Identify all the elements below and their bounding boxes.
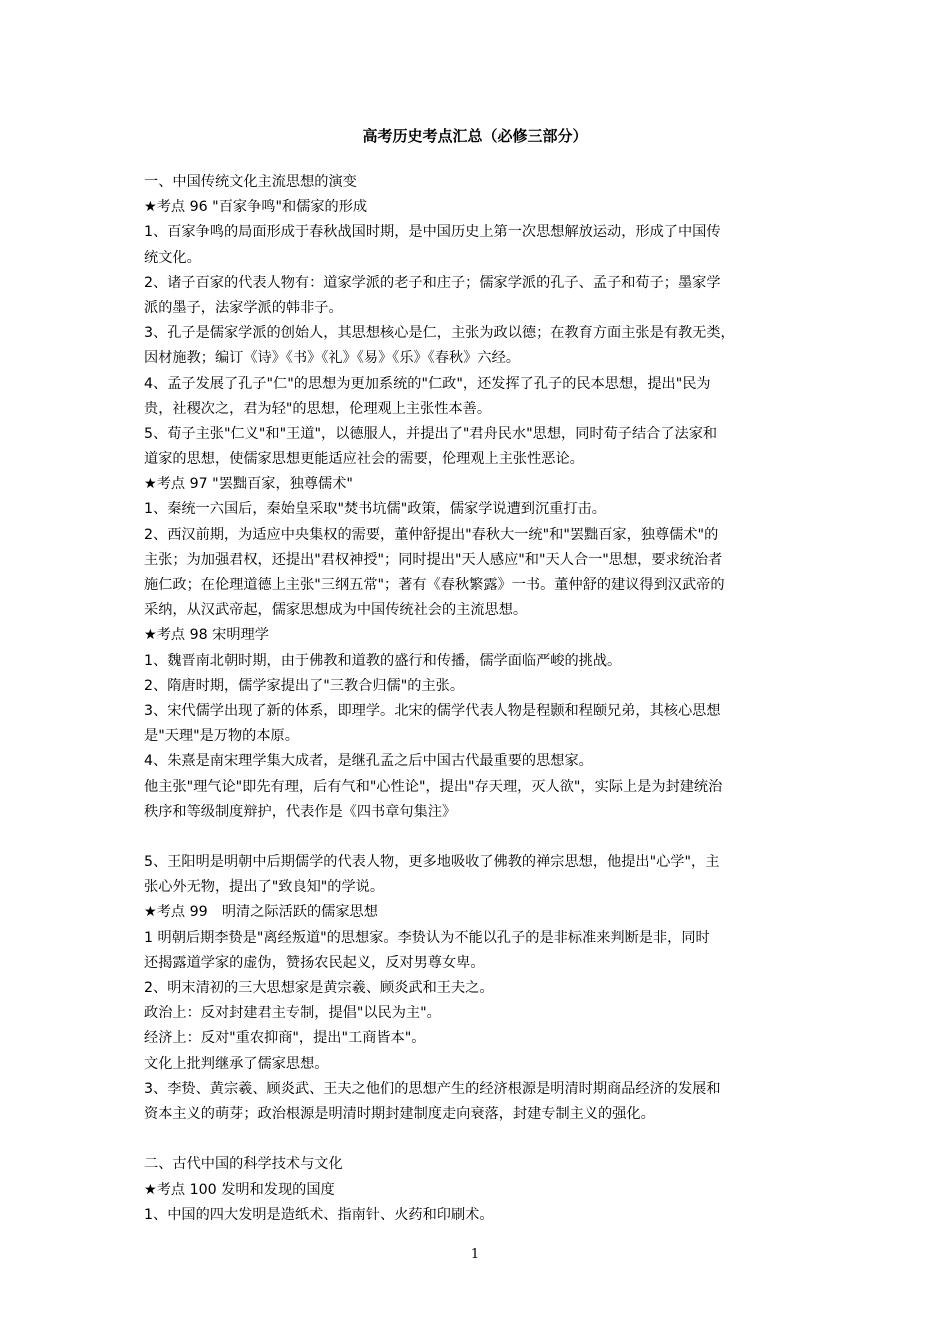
blank-line [144, 1127, 816, 1152]
text-line: 资本主义的萌芽；政治根源是明清时期封建制度走向衰落，封建专制主义的强化。 [144, 1105, 655, 1122]
text-line: 一、中国传统文化主流思想的演变 [144, 174, 357, 190]
text-line: 2、明末清初的三大思想家是黄宗羲、顾炎武和王夫之。 [144, 980, 494, 996]
document-body [144, 170, 816, 1228]
text-line: ★考点 100 发明和发现的国度 [144, 1181, 335, 1198]
text-line: 1、中国的四大发明是造纸术、指南针、火药和印刷术。 [144, 1206, 494, 1223]
text-line: 主张；为加强君权，还提出"君权神授"；同时提出"天人感应"和"天人合一"思想，要求统治者 [144, 551, 723, 568]
text-line: 因材施教；编订《诗》《书》《礼》《易》《乐》《春秋》六经。 [144, 350, 520, 367]
text-line: ★考点 98 宋明理学 [144, 627, 269, 644]
text-line: 1 明朝后期李贽是"离经叛道"的思想家。李贽认为不能以孔子的是非标准来判断是非，同时 [144, 929, 710, 946]
text-line: 道家的思想，使儒家思想更能适应社会的需要，伦理观上主张性恶论。 [144, 451, 584, 468]
text-line: 1、秦统一六国后，秦始皇采取"焚书坑儒"政策，儒家学说遭到沉重打击。 [144, 501, 606, 518]
text-line: 他主张"理气论"即先有理，后有气和"心性论"，提出"存天理，灭人欲"，实际上是为封建统治 [144, 778, 723, 795]
text-line: 3、宋代儒学出现了新的体系，即理学。北宋的儒学代表人物是程颢和程颐兄弟，其核心思想 [144, 702, 721, 719]
text-line: 1、魏晋南北朝时期，由于佛教和道教的盛行和传播，儒学面临严峻的挑战。 [144, 652, 622, 669]
text-line: ★考点 99 明清之际活跃的儒家思想 [144, 904, 378, 921]
text-line: 经济上：反对"重农抑商"，提出"工商皆本"。 [144, 1030, 426, 1047]
text-line: 是"天理"是万物的本原。 [144, 728, 299, 745]
text-line: 贵，社稷次之，君为轻"的思想，伦理观上主张性本善。 [144, 400, 492, 417]
text-line: 采纳，从汉武帝起，儒家思想成为中国传统社会的主流思想。 [144, 602, 528, 619]
page-number: 1 [470, 1247, 480, 1262]
text-line: 2、西汉前期，为适应中央集权的需要，董仲舒提出"春秋大一统"和"罢黜百家，独尊儒术"的 [144, 526, 719, 543]
text-line: 统文化。 [144, 249, 201, 266]
document-title: 高考历史考点汇总（必修三部分） [362, 127, 588, 145]
blank-line [144, 825, 816, 850]
text-line: ★考点 96 "百家争鸣"和儒家的形成 [144, 199, 368, 216]
text-line: 派的墨子，法家学派的韩非子。 [144, 299, 343, 316]
text-line: 2、诸子百家的代表人物有：道家学派的老子和庄子；儒家学派的孔子、孟子和荀子；墨家学 [144, 274, 721, 291]
text-line: 1、百家争鸣的局面形成于春秋战国时期，是中国历史上第一次思想解放运动，形成了中国传 [144, 224, 721, 241]
text-line: 4、朱熹是南宋理学集大成者，是继孔孟之后中国古代最重要的思想家。 [144, 753, 593, 770]
text-line: 4、孟子发展了孔子"仁"的思想为更加系统的"仁政"，还发挥了孔子的民本思想，提出"民为 [144, 375, 711, 392]
text-line: 施仁政；在伦理道德上主张"三纲五常"；著有《春秋繁露》一书。董仲舒的建议得到汉武帝的 [144, 577, 725, 593]
text-line: ★考点 97 "罢黜百家，独尊儒术" [144, 476, 353, 493]
text-line: 秩序和等级制度辩护，代表作是《四书章句集注》 [144, 803, 457, 820]
text-line: 3、李贽、黄宗羲、顾炎武、王夫之他们的思想产生的经济根源是明清时期商品经济的发展和 [144, 1080, 721, 1097]
text-line: 张心外无物，提出了"致良知"的学说。 [144, 879, 385, 896]
text-line: 文化上批判继承了儒家思想。 [144, 1055, 329, 1072]
text-line: 二、古代中国的科学技术与文化 [144, 1156, 343, 1173]
text-line: 5、荀子主张"仁义"和"王道"，以德服人，并提出了"君舟民水"思想，同时荀子结合了法家和 [144, 425, 718, 442]
text-line: 2、隋唐时期，儒学家提出了"三教合归儒"的主张。 [144, 677, 465, 694]
text-line: 3、孔子是儒家学派的创始人，其思想核心是仁，主张为政以德；在教育方面主张是有教无类， [144, 325, 735, 342]
text-line: 政治上：反对封建君主专制，提倡"以民为主"。 [144, 1005, 441, 1022]
text-line: 5、王阳明是明朝中后期儒学的代表人物，更多地吸收了佛教的禅宗思想，他提出"心学"，主 [144, 854, 720, 871]
text-line: 还揭露道学家的虚伪，赞扬农民起义，反对男尊女卑。 [144, 954, 485, 971]
